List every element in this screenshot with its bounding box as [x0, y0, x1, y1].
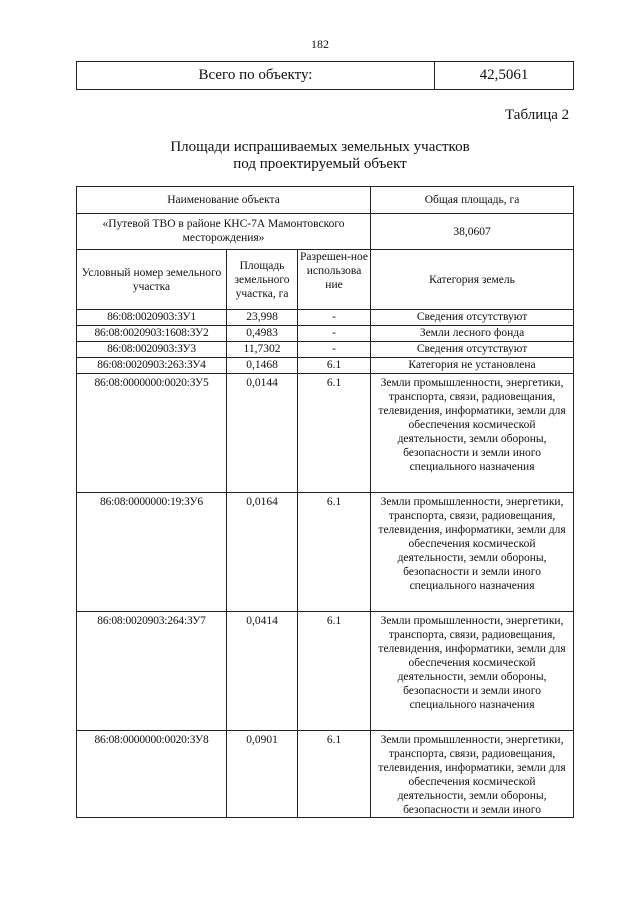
area-cell: 0,4983 — [227, 326, 298, 342]
use-cell: 6.1 — [298, 493, 371, 612]
cad-number-cell: 86:08:0020903:ЗУ1 — [77, 310, 227, 326]
cad-number-cell: 86:08:0020903:1608:ЗУ2 — [77, 326, 227, 342]
header-permitted-use: Разрешен-ное использова ние — [298, 250, 371, 310]
cad-number-cell: 86:08:0020903:ЗУ3 — [77, 342, 227, 358]
cad-number-cell: 86:08:0000000:0020:ЗУ8 — [77, 731, 227, 818]
header-area: Площадь земельного участка, га — [227, 250, 298, 310]
header-row — [77, 187, 574, 214]
category-cell: Земли промышленности, энергетики, транспорта, связи, радиовещания, телевидения, информатики, земли для обеспечения космической деятельности, земли обороны, безопасности и земли иного специального назначения — [371, 612, 574, 731]
cad-number-cell: 86:08:0020903:264:ЗУ7 — [77, 612, 227, 731]
area-cell: 0,0901 — [227, 731, 298, 818]
table-row — [77, 493, 574, 612]
page-number: 182 — [311, 37, 329, 51]
table-title-line-2: под проектируемый объект — [233, 156, 407, 172]
land-plots-table — [76, 186, 574, 818]
area-cell: 0,1468 — [227, 358, 298, 374]
total-value: 42,5061 — [435, 62, 574, 90]
table-row — [77, 612, 574, 731]
use-cell: - — [298, 310, 371, 326]
header-category: Категория земель — [371, 250, 574, 310]
total-label: Всего по объекту: — [77, 62, 435, 90]
category-cell: Категория не установлена — [371, 358, 574, 374]
header-object-name: Наименование объекта — [77, 187, 371, 214]
category-cell: Земли промышленности, энергетики, транспорта, связи, радиовещания, телевидения, информатики, земли для обеспечения космической деятельности, земли обороны, безопасности и земли иного специального назначения — [371, 493, 574, 612]
table-row — [77, 342, 574, 358]
use-cell: 6.1 — [298, 731, 371, 818]
object-total-area: 38,0607 — [371, 214, 574, 250]
table-row — [77, 326, 574, 342]
total-row — [77, 62, 574, 90]
category-cell: Земли промышленности, энергетики, транспорта, связи, радиовещания, телевидения, информатики, земли для обеспечения космической деятельности, земли обороны, безопасности и земли иного — [371, 731, 574, 818]
object-row — [77, 214, 574, 250]
header-total-area: Общая площадь, га — [371, 187, 574, 214]
area-cell: 0,0144 — [227, 374, 298, 493]
category-cell: Земли лесного фонда — [371, 326, 574, 342]
cad-number-cell: 86:08:0000000:0020:ЗУ5 — [77, 374, 227, 493]
area-cell: 23,998 — [227, 310, 298, 326]
use-cell: 6.1 — [298, 612, 371, 731]
use-cell: 6.1 — [298, 374, 371, 493]
use-cell: - — [298, 342, 371, 358]
category-cell: Сведения отсутствуют — [371, 310, 574, 326]
area-cell: 0,0164 — [227, 493, 298, 612]
subheader-row — [77, 250, 574, 310]
use-cell: - — [298, 326, 371, 342]
table-label: Таблица 2 — [505, 107, 570, 123]
area-cell: 11,7302 — [227, 342, 298, 358]
table-row — [77, 374, 574, 493]
cad-number-cell: 86:08:0020903:263:ЗУ4 — [77, 358, 227, 374]
category-cell: Земли промышленности, энергетики, транспорта, связи, радиовещания, телевидения, информатики, земли для обеспечения космической деятельности, земли обороны, безопасности и земли иного специального назначения — [371, 374, 574, 493]
table-title — [0, 139, 640, 173]
table-row — [77, 310, 574, 326]
use-cell: 6.1 — [298, 358, 371, 374]
table-title-line-1: Площади испрашиваемых земельных участков — [170, 139, 470, 155]
header-cad-number: Условный номер земельного участка — [77, 250, 227, 310]
category-cell: Сведения отсутствуют — [371, 342, 574, 358]
table-row — [77, 358, 574, 374]
total-table — [76, 61, 574, 90]
cad-number-cell: 86:08:0000000:19:ЗУ6 — [77, 493, 227, 612]
table-row — [77, 731, 574, 818]
area-cell: 0,0414 — [227, 612, 298, 731]
object-name: «Путевой ТВО в районе КНС-7А Мамонтовского месторождения» — [77, 214, 371, 250]
